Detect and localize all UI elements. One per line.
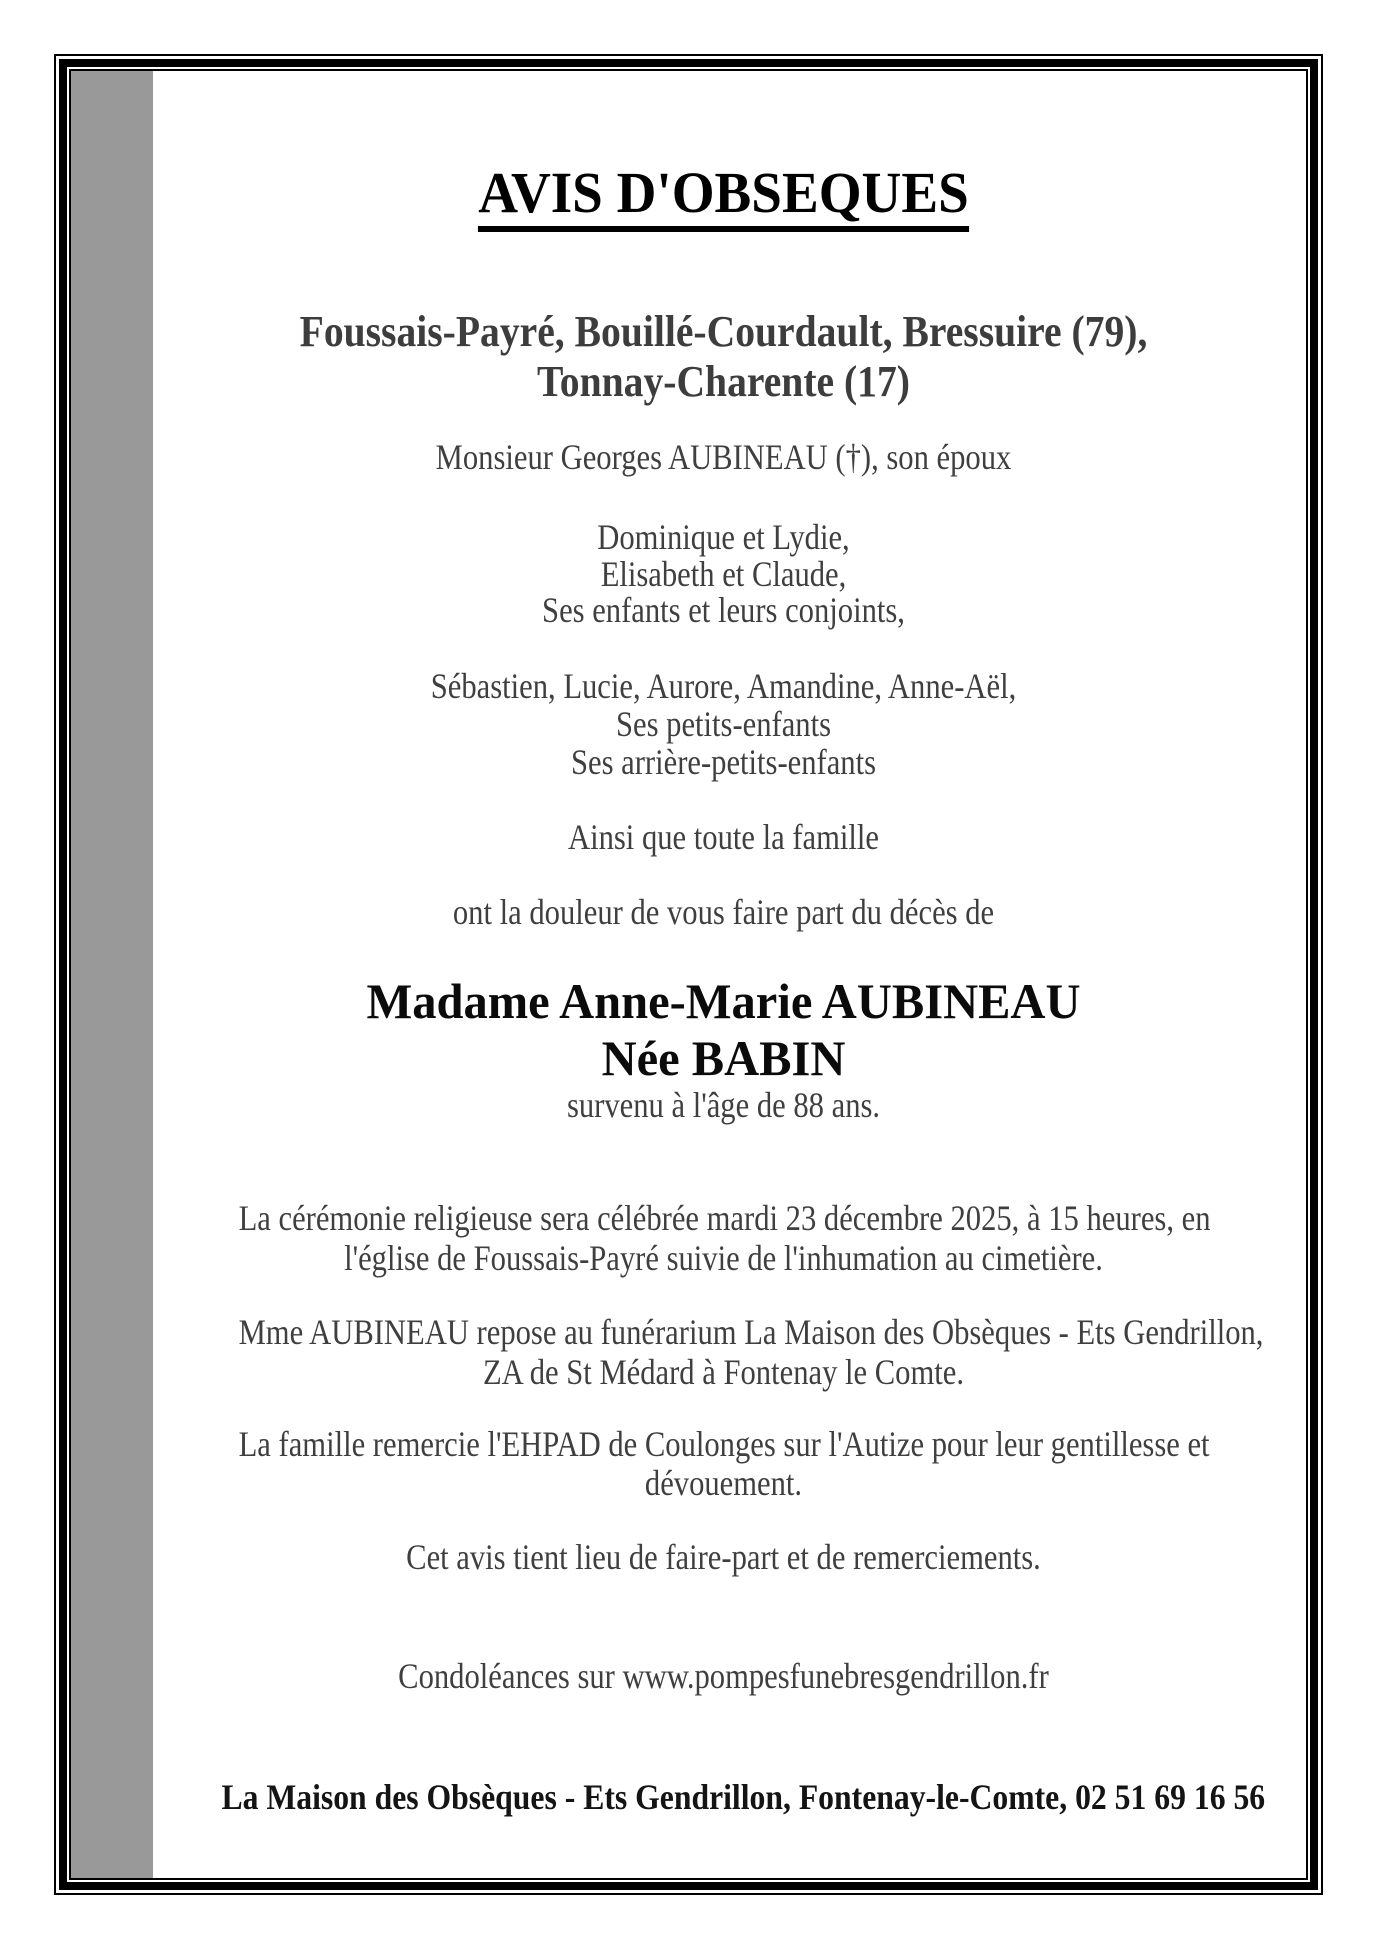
- deceased-maiden-name-line: Née BABIN: [601, 1030, 846, 1086]
- grandchildren-line: Ses petits-enfants: [615, 704, 831, 744]
- notice-content: [153, 71, 1294, 1878]
- spouse-line: Monsieur Georges AUBINEAU (†), son époux: [435, 437, 1012, 477]
- deceased-name-block: [170, 973, 1277, 1087]
- age-line: survenu à l'âge de 88 ans.: [566, 1085, 881, 1125]
- notice-line: Cet avis tient lieu de faire-part et de remerciements.: [406, 1537, 1041, 1577]
- funeral-home-footer: La Maison des Obsèques - Ets Gendrillon, Fontenay-le-Comte, 02 51 69 16 56: [221, 1777, 1266, 1817]
- thanks-block: [239, 1425, 1209, 1503]
- gray-side-bar: [71, 71, 153, 1878]
- locations-line: Tonnay-Charente (17): [537, 357, 910, 406]
- repose-line: ZA de St Médard à Fontenay le Comte.: [482, 1352, 965, 1392]
- page-border-inner-line: [69, 69, 1308, 1880]
- children-block: [239, 519, 1209, 629]
- announce-line: ont la douleur de vous faire part du décès de: [452, 892, 995, 932]
- grandchildren-line: Ses arrière-petits-enfants: [570, 742, 877, 782]
- page-border-frame: [54, 54, 1323, 1895]
- children-line: Ses enfants et leurs conjoints,: [542, 590, 905, 630]
- notice-title-text: AVIS D'OBSEQUES: [478, 160, 968, 232]
- deceased-name-line: Madame Anne-Marie AUBINEAU: [366, 973, 1081, 1029]
- thanks-line: La famille remercie l'EHPAD de Coulonges sur l'Autize pour leur gentillesse et: [238, 1424, 1210, 1464]
- condolences-line: Condoléances sur www.pompesfunebresgendrillon.fr: [398, 1656, 1049, 1696]
- grandchildren-block: [239, 667, 1209, 781]
- children-line: Dominique et Lydie,: [597, 517, 850, 557]
- page-border-thick-line: [59, 59, 1318, 1890]
- grandchildren-line: Sébastien, Lucie, Aurore, Amandine, Anne-Aël,: [430, 666, 1017, 706]
- locations-heading: [210, 307, 1237, 407]
- ceremony-line: l'église de Foussais-Payré suivie de l'inhumation au cimetière.: [344, 1238, 1103, 1278]
- family-line: Ainsi que toute la famille: [567, 817, 880, 857]
- repose-line: Mme AUBINEAU repose au funérarium La Maison des Obsèques - Ets Gendrillon,: [238, 1312, 1264, 1352]
- locations-line: Foussais-Payré, Bouillé-Courdault, Bressuire (79),: [299, 307, 1148, 356]
- ceremony-line: La cérémonie religieuse sera célébrée mardi 23 décembre 2025, à 15 heures, en: [238, 1198, 1211, 1238]
- children-line: Elisabeth et Claude,: [600, 553, 847, 594]
- repose-block: [238, 1312, 1264, 1392]
- ceremony-block: [239, 1198, 1209, 1278]
- thanks-line: dévouement.: [644, 1463, 803, 1503]
- notice-title: [182, 160, 1266, 225]
